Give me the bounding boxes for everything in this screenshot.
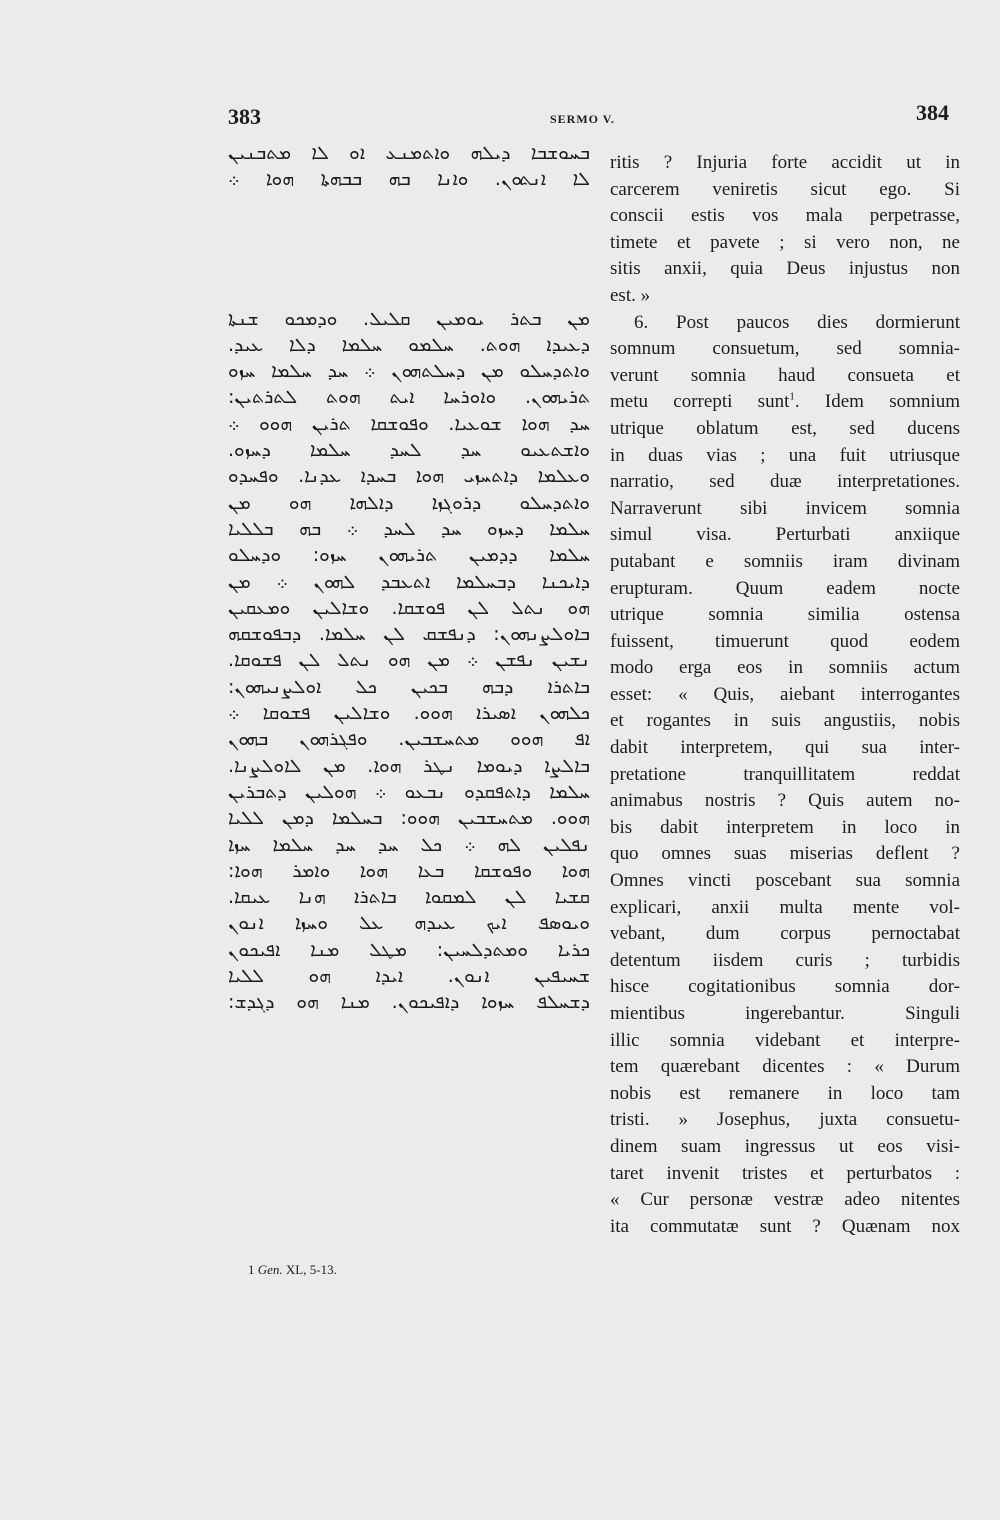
- syriac-line: ܚܠܡܐ ܕܐܬܦܩܕܘ ܢܒܥܘ ܀ ܗܘܠܝܢ ܕܬܒܪܝܢ: [228, 780, 590, 803]
- syriac-line: ܒܐܠܨܐ ܕܝܘܡܐ ܢܛܪ ܗܘܐ. ܡܢ ܠܐܘܠܨܢܐ.: [228, 754, 590, 777]
- syriac-gap: [228, 193, 590, 306]
- syriac-line: ܬܪܝܗܘܢ. ܘܐܘܪܚܐ ܐܝܬ ܗܘܬ ܠܬܪܬܝܢ:: [228, 386, 590, 409]
- page-number-left: 383: [228, 104, 261, 129]
- syriac-line: ܡܢ ܒܬܪ ܝܘܡܝܢ ܩܠܝܠ. ܘܕܡܟܘ ܫܢܬܐ: [228, 307, 590, 330]
- syriac-line: ܢܫܝܢ ܢܦܫܢ ܀ ܡܢ ܗܘ ܢܬܠ ܠܢ ܦܫܘܩܐ.: [228, 649, 590, 672]
- latin-line: et rogantes in suis angustiis, nobis: [610, 710, 960, 732]
- footnote-text: XL, 5-13.: [282, 1262, 337, 1277]
- latin-line: verunt somnia haud consueta et: [610, 364, 960, 386]
- syriac-line: ܚܠܡܐ ܕܚܙܘ ܚܕ ܠܚܕ ܀ ܒܗ ܒܠܠܝܐ: [228, 517, 590, 540]
- latin-line: utrique oblatum est, sed ducens: [610, 417, 960, 439]
- syriac-line: ܘܥܠܡܐ ܕܐܬܚܙܝ ܗܘܐ ܒܚܕܐ ܥܕܢܐ. ܘܦܚܕܘ: [228, 465, 590, 488]
- syriac-line: ܢܦܠܝܢ ܠܗ ܀ ܟܠ ܚܕ ܚܕ ܚܠܡܐ ܚܙܐ: [228, 833, 590, 856]
- latin-line: modo erga eos in somniis actum: [610, 657, 960, 679]
- latin-line: detentum iisdem curis ; turbidis: [610, 949, 960, 971]
- syriac-line: ܘܐܬܕܚܠܘ ܡܢ ܕܚܠܬܗܘܢ ܀ ܚܕ ܚܠܡܐ ܚܙܘ: [228, 360, 590, 383]
- syriac-line: ܒܚܘܫܒܐ ܕܝܠܗ ܘܐܬܡܢܥ ܐܘ ܠܐ ܡܬܒܢܝܢ: [228, 142, 590, 164]
- latin-line: illic somnia videbant et interpre-: [610, 1029, 960, 1051]
- syriac-line: ܐܦ ܗܘܘ ܡܬܚܫܒܝܢ. ܘܦܓܪܗܘܢ ܒܗܘܢ: [228, 728, 590, 751]
- syriac-line: ܗܘܘ. ܡܬܚܫܒܝܢ ܗܘܘ: ܒܚܠܡܐ ܕܡܢ ܠܠܝܐ: [228, 807, 590, 830]
- latin-line: dabit interpretem, qui sua inter-: [610, 737, 960, 759]
- syriac-line: ܕܫܚܠܦ ܚܙܘܐ ܕܐܦܝܟܘܢ. ܡܢܐ ܗܘ ܕܓܕܫ:: [228, 991, 590, 1014]
- latin-line: sitis anxii, quia Deus injustus non: [610, 258, 960, 280]
- latin-line: est. »: [610, 284, 651, 306]
- page-header: [0, 98, 1000, 132]
- syriac-line: ܗܘܐ ܘܦܘܫܩܐ ܒܥܐ ܗܘܐ ܘܐܡܪ ܗܘܐ:: [228, 859, 590, 882]
- syriac-line: ܘܝܘܣܦ ܐܝܟ ܥܝܕܗ ܥܠ ܘܚܙܐ ܐܢܘܢ: [228, 912, 590, 935]
- syriac-line: ܚܠܡܐ ܕܕܡܝܢ ܬܪܝܗܘܢ ܚܙܘ: ܘܕܚܠܘ: [228, 544, 590, 567]
- syriac-line: ܕܐܝܟܢܐ ܕܒܚܠܡܐ ܐܬܥܒܕ ܠܗܘܢ ܀ ܡܢ: [228, 570, 590, 593]
- latin-line: quo omnes suas miserias deflent ?: [610, 843, 960, 865]
- latin-line: ritis ? Injuria forte accidit ut in: [610, 152, 960, 173]
- latin-line: erupturam. Quum eadem nocte: [610, 577, 960, 599]
- latin-line: nobis est remanere in loco tam: [610, 1082, 960, 1104]
- latin-line: pretatione tranquillitatem reddat: [610, 763, 960, 785]
- latin-column: [610, 150, 960, 1240]
- footnote-marker: 1: [789, 391, 795, 404]
- latin-line: dinem suam ingressus ut eos visi-: [610, 1135, 960, 1157]
- footnote-number: 1: [248, 1262, 255, 1277]
- syriac-line: ܗܘ ܢܬܠ ܠܢ ܦܘܫܩܐ. ܘܫܐܠܝܢ ܘܡܥܩܝܢ: [228, 596, 590, 619]
- latin-line: Narraverunt sibi invicem somnia: [610, 497, 960, 519]
- syriac-line: ܘܐܬܕܚܠܘ ܕܪܘܓܙܐ ܕܐܠܗܐ ܗܘ ܡܢ: [228, 491, 590, 514]
- latin-line: mientibus ingerebantur. Singuli: [610, 1003, 960, 1024]
- latin-line-with-footnote: [610, 389, 960, 416]
- syriac-line: ܫܚܝܦܝܢ ܐܢܘܢ. ܐܝܕܐ ܗܘ ܠܠܝܐ: [228, 965, 590, 988]
- latin-line: 6. Post paucos dies dormierunt: [634, 311, 960, 333]
- footnote-ref: Gen.: [257, 1262, 283, 1277]
- syriac-line: ܒܐܘܠܨܢܗܘܢ: ܕܢܦܫܩ ܠܢ ܚܠܡܐ. ܕܒܦܘܫܩܗ: [228, 623, 590, 646]
- syriac-line: ܚܕ ܗܘܐ ܫܘܥܝܐ. ܘܦܘܫܩܐ ܬܪܝܢ ܗܘܘ ܀: [228, 412, 590, 435]
- latin-line: conscii estis vos mala perpetrasse,: [610, 205, 960, 227]
- latin-line: simul visa. Perturbati anxiique: [610, 524, 960, 546]
- latin-line: utrique somnia similia ostensa: [610, 604, 960, 626]
- latin-line: narratio, sed duæ interpretationes.: [610, 471, 960, 493]
- latin-line: fuissent, timuerunt quod eodem: [610, 630, 960, 652]
- syriac-line: ܒܐܬܪܐ ܕܒܗ ܒܟܝܢ ܟܠ ܐܘܠܨܢܝܗܘܢ:: [228, 675, 590, 698]
- latin-line: ita commutatæ sunt ? Quænam nox: [610, 1215, 960, 1237]
- latin-line: tristi. » Josephus, juxta consuetu-: [610, 1109, 960, 1131]
- latin-line: tem quærebant dicentes : « Durum: [610, 1056, 960, 1078]
- latin-line-head: metu correpti sunt: [610, 391, 790, 413]
- latin-line: vebant, dum corpus pernoctabat: [610, 923, 960, 945]
- latin-line: somnum consuetum, sed somnia-: [610, 338, 960, 360]
- syriac-line: ܕܥܝܕܐ ܗܘܬ. ܚܠܡܘ ܚܠܡܐ ܕܠܐ ܥܝܕ.: [228, 333, 590, 356]
- latin-line: taret invenit tristes et perturbatos :: [610, 1162, 960, 1184]
- page-number-right: 384: [916, 100, 949, 125]
- syriac-line: ܟܠܗܘܢ ܐܣܝܪܐ ܗܘܘ. ܘܫܐܠܝܢ ܦܫܘܩܐ ܀: [228, 702, 590, 725]
- latin-line: carcerem veniretis sicut ego. Si: [610, 178, 960, 200]
- syriac-line: ܘܐܫܬܥܝܘ ܚܕ ܠܚܕ ܚܠܡܐ ܕܚܙܘ.: [228, 439, 590, 462]
- latin-line: animabus nostris ? Quis autem no-: [610, 790, 960, 812]
- latin-line: explicari, anxii multa mente vol-: [610, 896, 960, 918]
- running-head: SERMO V.: [550, 112, 615, 126]
- syriac-line: ܩܫܝܐ ܠܢ ܠܡܩܘܐ ܒܐܬܪܐ ܗܢܐ ܥܝܩܐ.: [228, 886, 590, 909]
- syriac-line: ܠܐ ܐܢܬܘܢ. ܘܐܢܐ ܒܗ ܒܒܗܬܐ ܗܘܐ ܀: [228, 168, 590, 191]
- latin-line: esset: « Quis, aiebant interrogantes: [610, 683, 960, 705]
- latin-line: hisce cogitationibus somnia dor-: [610, 976, 960, 998]
- latin-line: Omnes vincti poscebant sua somnia: [610, 870, 960, 892]
- latin-line: in duas vias ; una fuit utriusque: [610, 444, 960, 466]
- latin-line: putabant e somniis iram divinam: [610, 550, 960, 572]
- latin-line-tail: . Idem somnium: [794, 391, 960, 413]
- footnote: [248, 1262, 337, 1278]
- syriac-column: [228, 140, 590, 1016]
- latin-line: « Cur personæ vestræ adeo nitentes: [610, 1189, 960, 1211]
- latin-line: timete et pavete ; si vero non, ne: [610, 231, 960, 253]
- syriac-line: ܟܪܝܐ ܘܡܬܕܠܚܝܢ: ܡܛܠ ܡܢܐ ܐܦܝܟܘܢ: [228, 938, 590, 961]
- latin-line: bis dabit interpretem in loco in: [610, 816, 960, 838]
